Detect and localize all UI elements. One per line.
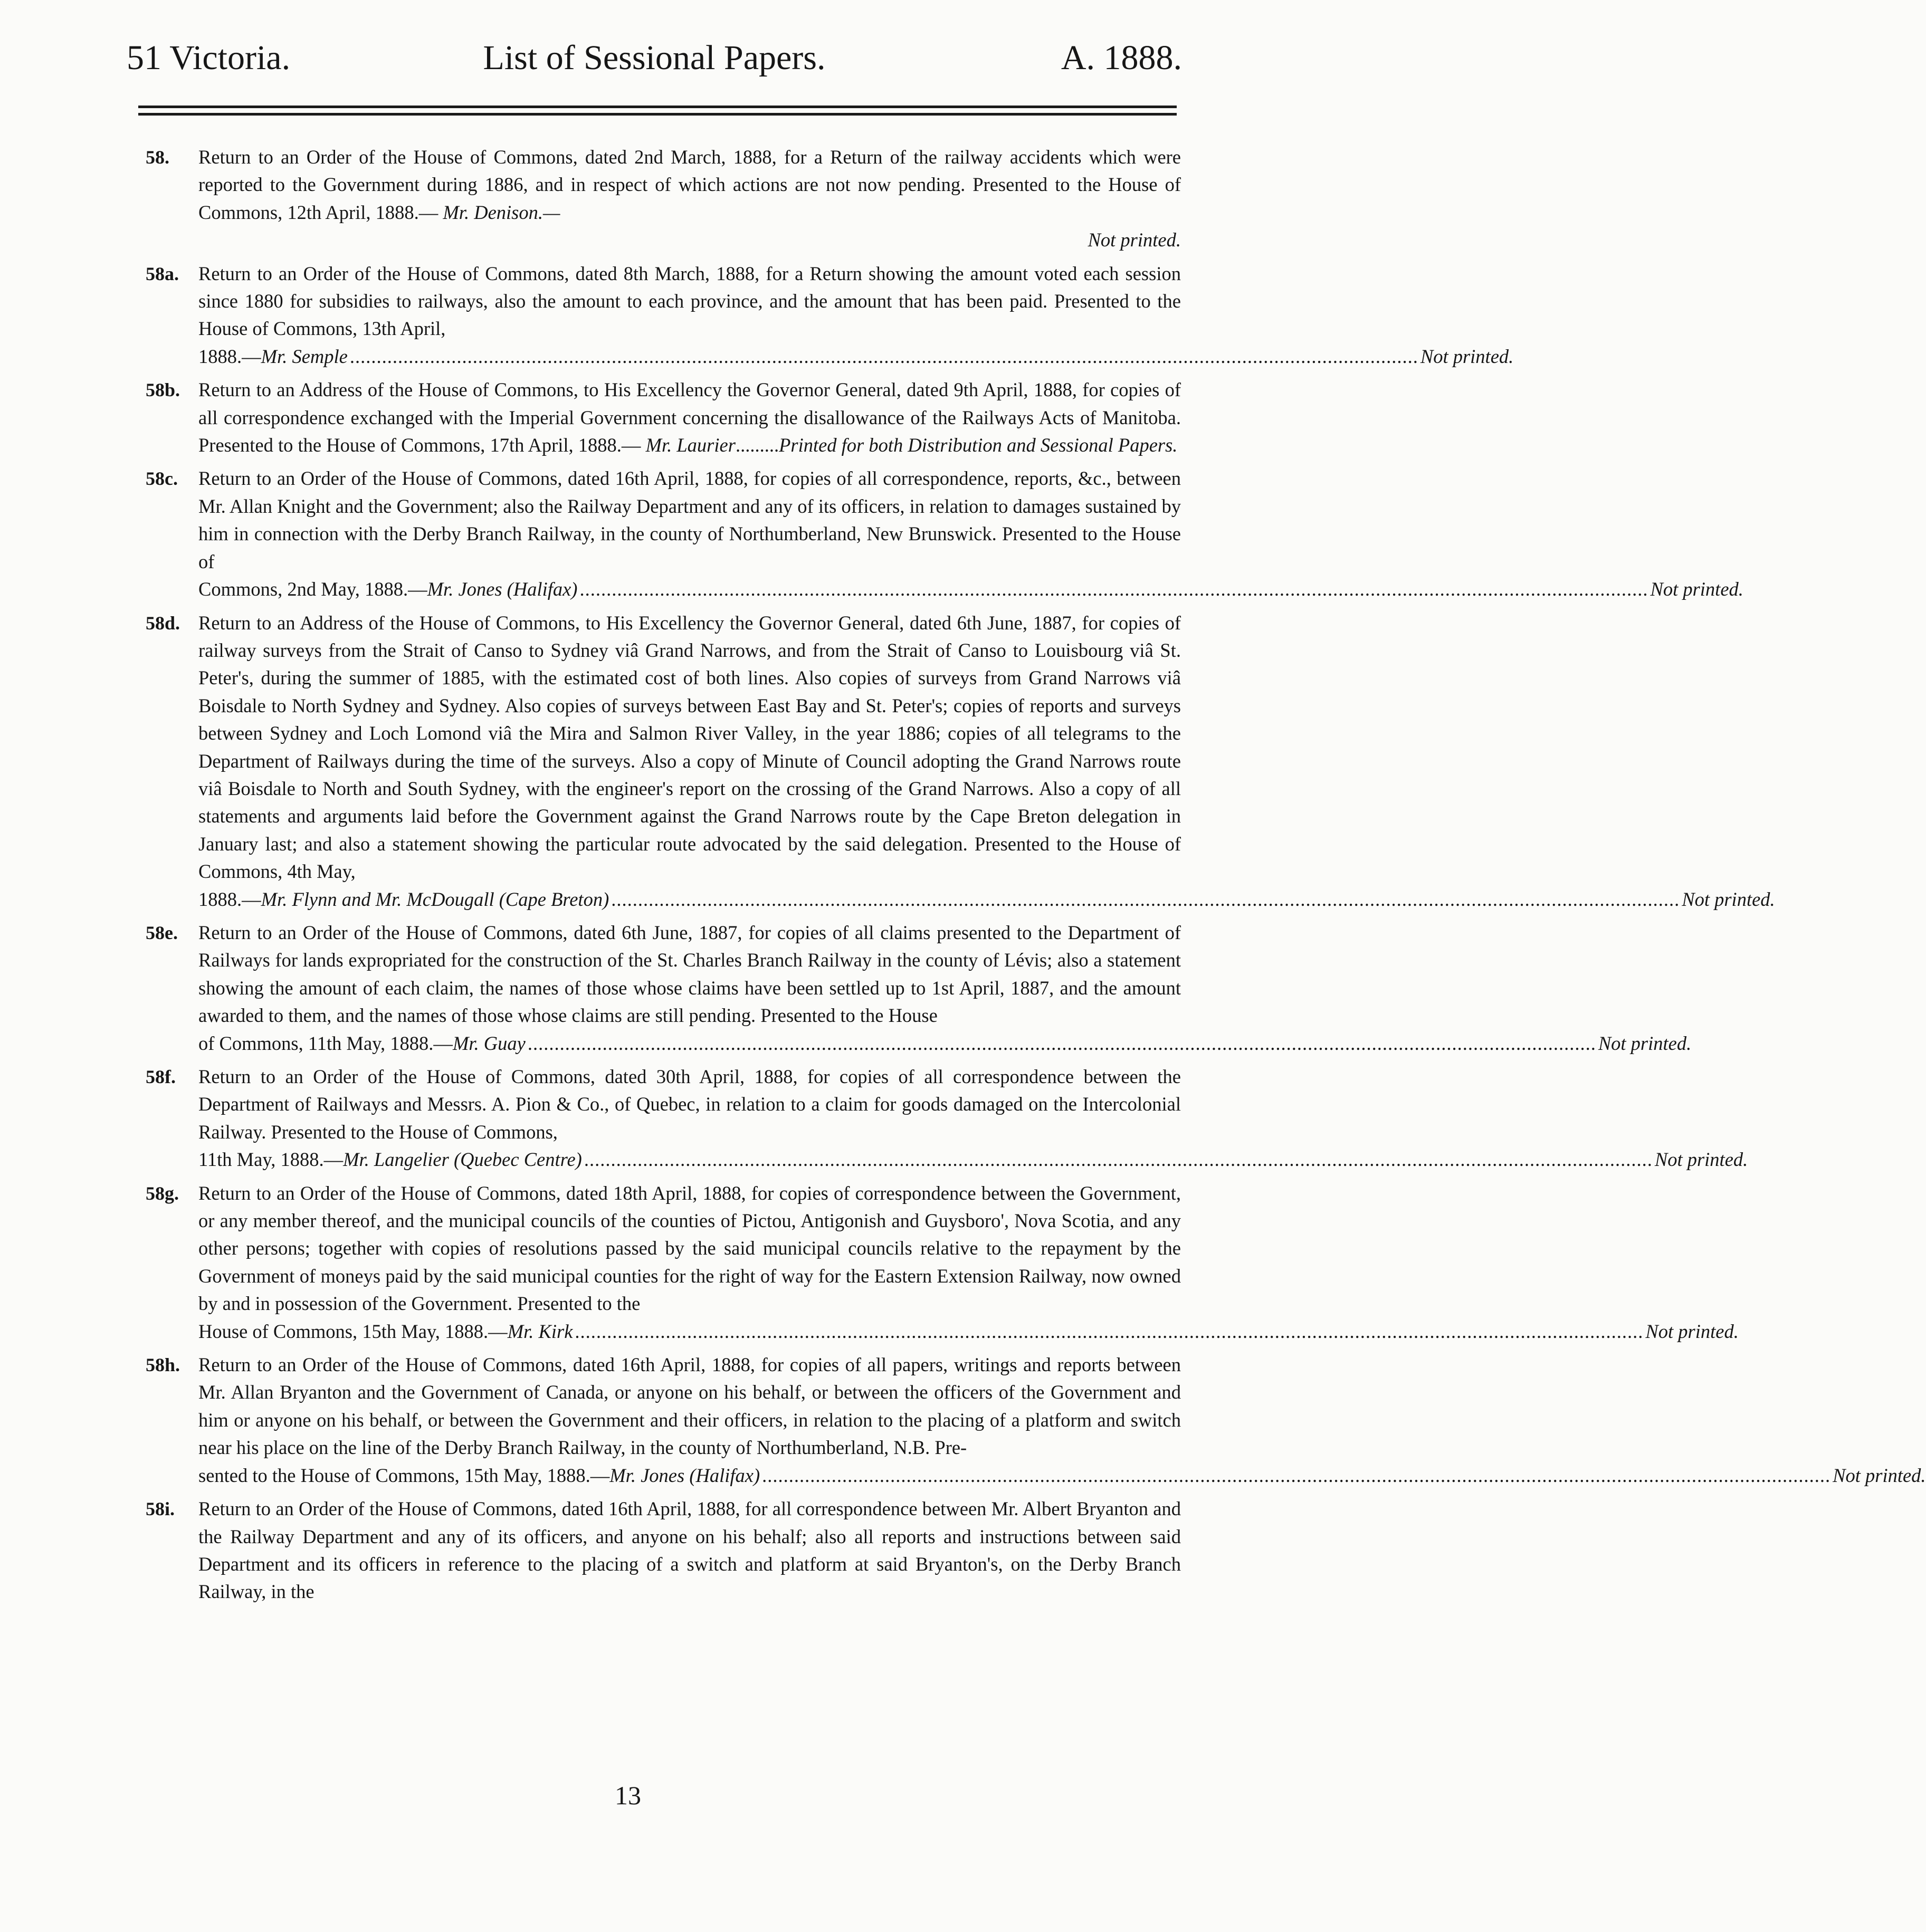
header-rule (138, 113, 1177, 116)
page-number: 13 (615, 1781, 641, 1810)
entry-number: 58a. (146, 263, 179, 284)
dot-leader: ........................................................................................................................................................................................................ (579, 578, 1648, 600)
presented-text: of Commons, 11th May, 1888.— (198, 1032, 453, 1054)
presented-text: sented to the House of Commons, 15th May, 1888.— (198, 1464, 610, 1486)
entry-number: 58i. (146, 1498, 175, 1520)
presented-text: 1888.— (198, 888, 261, 910)
entry-footer (198, 226, 1181, 254)
disposition: Not printed. (1682, 888, 1775, 910)
paper-entry (146, 1180, 1739, 1345)
header-session: 51 Victoria. (127, 39, 291, 77)
entry-number: 58c. (146, 468, 178, 490)
entry-footer (198, 1146, 1748, 1173)
disposition: Printed for both Distribution and Sessional Papers. (779, 434, 1178, 456)
entry-number: 58. (146, 147, 169, 168)
dot-leader: ......... (735, 434, 779, 456)
moved-by: Mr. Flynn and Mr. McDougall (Cape Breton) (261, 888, 609, 910)
entry-number: 58h. (146, 1354, 180, 1376)
paper-entry (146, 260, 1514, 371)
entry-footer (198, 1462, 1926, 1489)
presented-text: Commons, 2nd May, 1888.— (198, 578, 427, 600)
entry-text: Return to an Order of the House of Commons, dated 2nd March, 1888, for a Return of the railway accidents which were reported to the Government during 1886, and in respect of which actions are not now pending. Presented to the House of Commons, 12th April, 1888.— Mr. Denison.— (198, 146, 1181, 223)
entry-number: 58b. (146, 379, 180, 401)
paper-entry (146, 144, 1181, 254)
entry-footer-lead (198, 343, 348, 370)
header-rule (138, 106, 1177, 108)
disposition: Not printed. (1650, 578, 1743, 600)
entry-text: Return to an Address of the House of Commons, to His Excellency the Governor General, dated 6th June, 1887, for copies of railway surveys from the Strait of Canso to Sydney viâ Grand Narrows, and from the Strait of Canso to Louisbourg viâ St. Peter's, during the summer of 1885, with the estimated cost of both lines. Also copies of surveys from Grand Narrows viâ Boisdale to North Sydney and Sydney. Also copies of surveys between East Bay and St. Peter's; copies of reports and surveys between Sydney and Loch Lomond viâ the Mira and Salmon River Valley, in the year 1886; copies of all telegrams to the Department of Railways during the time of the surveys. Also a copy of Minute of Council adopting the Grand Narrows route viâ Boisdale to North and South Sydney, with the engineer's report on the crossing of the Grand Narrows. Also a copy of all statements and arguments laid before the Government against the Grand Narrows route by the Cape Breton delegation in January last; and also a statement showing the particular route advocated by the said delegation. Presented to the House of Commons, 4th May, (198, 611, 1181, 883)
entry-number: 58f. (146, 1066, 176, 1087)
running-header (127, 26, 1182, 90)
presented-text: House of Commons, 15th May, 1888.— (198, 1320, 508, 1342)
disposition: Not printed. (1645, 1320, 1739, 1342)
dot-leader: ........................................................................................................................................................................................................ (762, 1464, 1831, 1486)
entry-text: Return to an Order of the House of Commons, dated 30th April, 1888, for copies of all correspondence between the Department of Railways and Messrs. A. Pion & Co., of Quebec, in relation to a claim for goods damaged on the Intercolonial Railway. Presented to the House of Commons, (198, 1066, 1181, 1143)
moved-by: Mr. Semple (261, 345, 348, 367)
paper-entry (146, 919, 1692, 1057)
entry-footer-lead (198, 576, 577, 603)
moved-by: Mr. Jones (Halifax) (609, 1464, 760, 1486)
entry-text: Return to an Address of the House of Commons, to His Excellency the Governor General, dated 9th April, 1888, for copies of all correspondence exchanged with the Imperial Government concerning the disallowance of the Railways Acts of Manitoba. Presented to the House of Commons, 17th April, 1888.— Mr. Laurier.........Printed for both Distribution and Sessional Papers. (198, 379, 1181, 456)
dot-leader: ........................................................................................................................................................................................................ (349, 345, 1418, 367)
entry-text: Return to an Order of the House of Commons, dated 18th April, 1888, for copies of correspondence between the Government, or any member thereof, and the municipal councils of the counties of Pictou, Antigonish and Guysboro', Nova Scotia, and any other persons; together with copies of resolutions passed by the said municipal councils relative to the repayment by the Government of moneys paid by the said municipal counties for the right of way for the Eastern Extension Railway, now owned by and in possession of the Government. Presented to the (198, 1182, 1181, 1315)
entry-footer (198, 1318, 1739, 1345)
entry-footer (198, 1030, 1692, 1057)
entry-footer-lead (198, 886, 609, 913)
header-year: A. 1888. (1061, 39, 1182, 77)
presented-text: 1888.— (198, 345, 261, 367)
entry-footer (198, 343, 1514, 370)
dot-leader: ........................................................................................................................................................................................................ (575, 1320, 1644, 1342)
entry-text: Return to an Order of the House of Commons, dated 16th April, 1888, for copies of all papers, writings and reports between Mr. Allan Bryanton and the Government of Canada, or anyone on his behalf, or between the officers of the Government and him or anyone on his behalf, or between the Government and their officers, in relation to the placing of a platform and switch near his place on the line of the Derby Branch Railway, in the county of Northumberland, N.B. Pre- (198, 1354, 1181, 1459)
entry-number: 58g. (146, 1182, 179, 1204)
dot-leader: ........................................................................................................................................................................................................ (584, 1149, 1653, 1171)
entry-footer-lead (198, 1146, 582, 1173)
entry-footer (198, 576, 1743, 603)
paper-entry (146, 1495, 1181, 1606)
paper-entry (146, 465, 1743, 603)
paper-entry (146, 376, 1181, 459)
moved-by: Mr. Kirk (507, 1320, 573, 1342)
disposition: Not printed. (1654, 1149, 1748, 1171)
entry-number: 58d. (146, 612, 180, 634)
presented-text: 11th May, 1888.— (198, 1149, 344, 1171)
moved-by: Mr. Langelier (Quebec Centre) (343, 1149, 582, 1171)
disposition: Not printed. (1088, 229, 1181, 251)
entry-footer-lead (198, 1462, 760, 1489)
entry-footer (198, 886, 1775, 913)
disposition: Not printed. (1420, 345, 1514, 367)
dot-leader: ........................................................................................................................................................................................................ (611, 888, 1680, 910)
entry-footer-lead (198, 1318, 573, 1345)
header-title: List of Sessional Papers. (483, 39, 826, 77)
entry-footer-lead (198, 1030, 526, 1057)
entry-text: Return to an Order of the House of Commons, dated 6th June, 1887, for copies of all claims presented to the Department of Railways for lands expropriated for the construction of the St. Charles Branch Railway in the county of Lévis; also a statement showing the amount of each claim, the names of those whose claims have been settled up to 1st April, 1887, and the amount awarded to them, and the names of those whose claims are still pending. Presented to the House (198, 921, 1181, 1027)
entry-text: Return to an Order of the House of Commons, dated 16th April, 1888, for all correspondence between Mr. Albert Bryanton and the Railway Department and any of its officers, and anyone on his behalf; also all reports and instructions between said Department and its officers in reference to the placing of a switch and platform at said Bryanton's, on the Derby Branch Railway, in the (198, 1498, 1181, 1603)
sessional-papers-list (146, 144, 1926, 1612)
paper-entry (146, 1063, 1748, 1174)
dot-leader: ........................................................................................................................................................................................................ (527, 1032, 1596, 1054)
moved-by: Mr. Denison.— (443, 201, 560, 223)
moved-by: Mr. Guay (452, 1032, 526, 1054)
paper-entry (146, 1351, 1926, 1489)
entry-number: 58e. (146, 922, 178, 943)
moved-by: Mr. Laurier (645, 434, 736, 456)
entry-text: Return to an Order of the House of Commons, dated 8th March, 1888, for a Return showing the amount voted each session since 1880 for subsidies to railways, also the amount to each province, and the amount that has been paid. Presented to the House of Commons, 13th April, (198, 262, 1181, 340)
moved-by: Mr. Jones (Halifax) (427, 578, 578, 600)
paper-entry (146, 609, 1775, 913)
disposition: Not printed. (1833, 1464, 1926, 1486)
entry-text: Return to an Order of the House of Commons, dated 16th April, 1888, for copies of all correspondence, reports, &c., between Mr. Allan Knight and the Government; also the Railway Department and any of its officers, in relation to damages sustained by him in connection with the Derby Branch Railway, in the county of Northumberland, New Brunswick. Presented to the House of (198, 467, 1181, 572)
disposition: Not printed. (1598, 1032, 1692, 1054)
